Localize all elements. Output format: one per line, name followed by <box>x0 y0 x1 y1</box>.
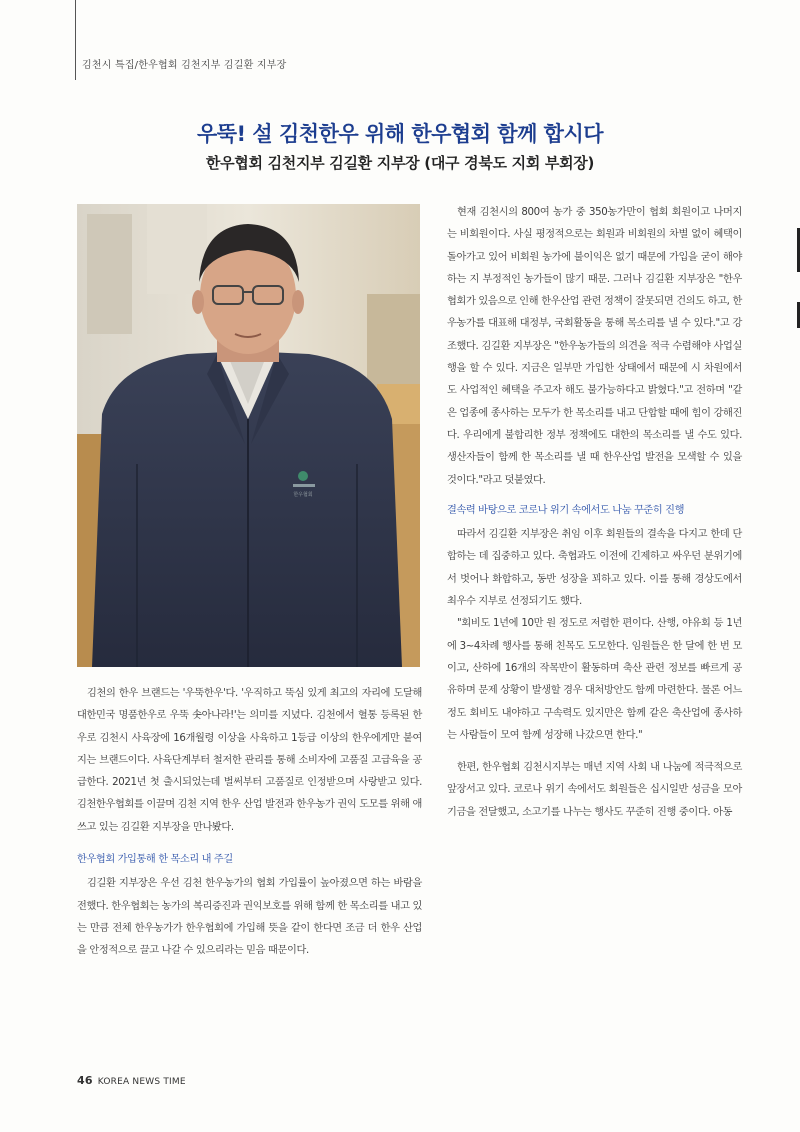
article-paragraph: 김천의 한우 브랜드는 '우뚝한우'다. '우직하고 뚝심 있게 최고의 자리에 도달해 대한민국 명품한우로 우뚝 솟아나라!'는 의미를 지녔다. 김천에서 혈통 등록된 한우로 김천시 사육장에 16개월령 이상을 사육하고 1등급 이상의 한우에게만 붙여지는 브랜드이다. 사육단계부터 철저한 관리를 통해 소비자에 고품질 고급육을 공급한다. 2021년 첫 출시되었는데 벌써부터 고품질로 인정받으며 사랑받고 있다. 김천한우협회를 이끌며 김천 지역 한우 산업 발전과 한우농가 권익 도모를 위해 애쓰고 있는 김길환 지부장을 만나봤다. <box>77 688 422 833</box>
page-footer <box>77 1074 186 1087</box>
article-title: 우뚝! 설 김천한우 위해 한우협회 함께 합시다 <box>196 122 604 146</box>
right-column <box>447 202 742 824</box>
page-number: 46 <box>77 1074 93 1087</box>
section-heading: 결속력 바탕으로 코로나 위기 속에서도 나눔 꾸준히 진행 <box>447 504 685 516</box>
publication-name: KOREA NEWS TIME <box>97 1077 186 1087</box>
section-heading: 한우협회 가입통해 한 목소리 내 주길 <box>77 854 233 866</box>
article-paragraph: 한편, 한우협회 김천시지부는 매년 지역 사회 내 나눔에 적극적으로 앞장서고 있다. 코로나 위기 속에서도 회원들은 십시일반 성금을 모아 기금을 전달했고, 소고기를 나누는 행사도 꾸준히 진행 중이다. 아동 <box>447 762 742 818</box>
section-label: 김천시 특집/한우협회 김천지부 김길환 지부장 <box>82 60 287 71</box>
portrait-illustration <box>77 204 420 667</box>
article-paragraph: "회비도 1년에 10만 원 정도로 저렴한 편이다. 산행, 야유회 등 1년에 3~4차례 행사를 통해 친목도 도모한다. 임원들은 한 달에 한 번 모이고, 산하에 16개의 작목반이 활동하며 축산 관련 정보를 빠르게 공유하며 문제 상황이 발생할 경우 대처방안도 함께 마련한다. 물론 어느 정도 회비도 내야하고 구속력도 있지만은 함께 같은 축산업에 종사하는 사람들이 모여 함께 성장해 나갔으면 한다." <box>447 618 742 741</box>
article-paragraph: 따라서 김길환 지부장은 취임 이후 회원들의 결속을 다지고 한데 단합하는 데 집중하고 있다. 축협과도 이전에 긴제하고 싸우던 분위기에서 벗어나 화합하고, 동반 성장을 꾀하고 있다. 이를 통해 경상도에서 최우수 지부로 선정되기도 했다. <box>447 529 742 608</box>
article-subtitle: 한우협회 김천지부 김길환 지부장 (대구 경북도 지회 부회장) <box>205 154 595 172</box>
photo-badge-text: 한우협회 <box>293 492 313 498</box>
article-paragraph: 김길환 지부장은 우선 김천 한우농가의 협회 가입률이 높아졌으면 하는 바람을 전했다. 한우협회는 농가의 복리증진과 권익보호를 위해 함께 한 목소리를 내고 있는 만큼 전체 한우농가가 한우협회에 가입해 뜻을 같이 한다면 조금 더 한우 산업을 안정적으로 끌고 나갈 수 있으리라는 믿음 때문이다. <box>77 878 422 957</box>
left-column <box>77 683 422 963</box>
interview-photo <box>77 204 420 667</box>
header-rule <box>75 0 76 80</box>
article-paragraph: 현재 김천시의 800여 농가 중 350농가만이 협회 회원이고 나머지는 비회원이다. 사실 평정적으로는 회원과 비회원의 차별 없이 혜택이 돌아가고 있어 비회원 농가에 불이익은 없기 때문에 가입을 굳이 해야 하는 지 부정적인 농가들이 많기 때문. 그러나 김길환 지부장은 "한우협회가 있음으로 인해 한우산업 관련 정책이 잘못되면 건의도 하고, 한우농가를 대표해 대정부, 국회활동을 통해 목소리를 낼 수 있다."고 강조했다. 김길환 지부장은 "한우농가들의 의견을 적극 수렴해야 사업실행을 할 수 있다. 지금은 일부만 가입한 상태에서 때문에 시 차원에서도 사업적인 혜택을 주고자 해도 불가능하다고 밝혔다."고 전하며 "같은 업종에 종사하는 모두가 한 목소리를 내고 단합할 때에 힘이 강해진다. 우리에게 불합리한 정부 정책에도 대한의 목소리를 낼 수도 있다. 생산자들이 함께 한 목소리를 낼 때 한우산업 발전을 모색할 수 있을 것이다."라고 덧붙였다. <box>447 207 742 486</box>
